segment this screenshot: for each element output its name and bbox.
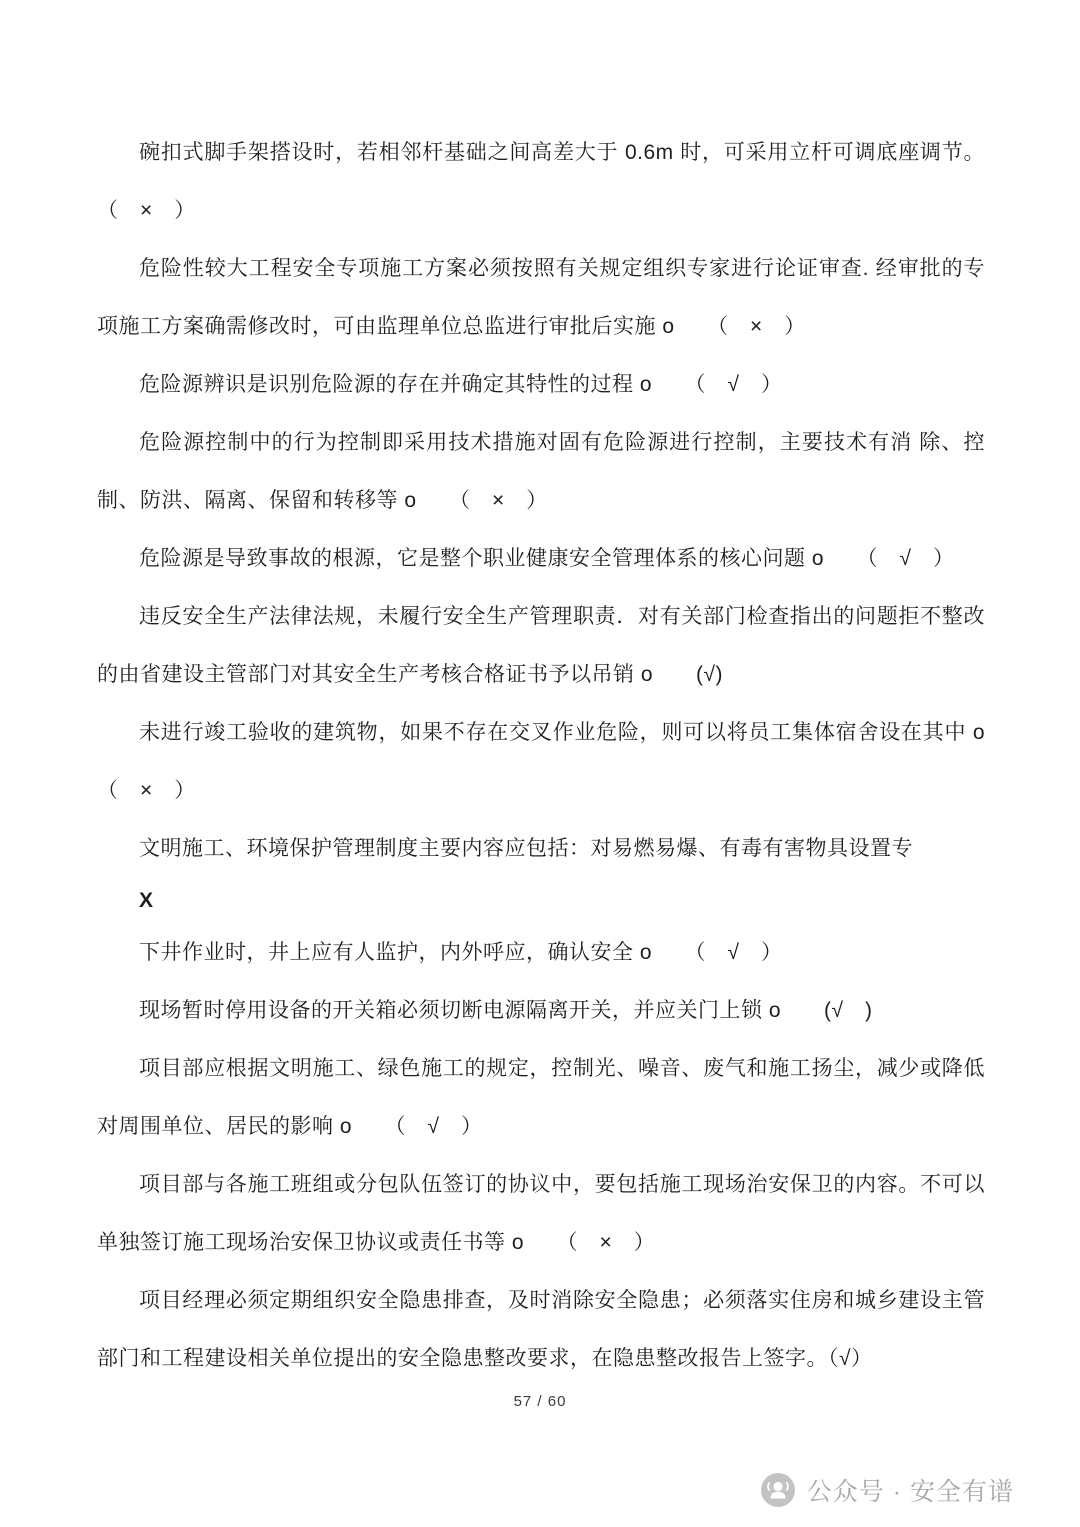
document-content (97, 124, 1007, 1388)
paragraph-13: 项目部与各施工班组或分包队伍签订的协议中，要包括施工现场治安保卫的内容。不可以单独签订施工现场治安保卫协议或责任书等 o （ × ） (97, 1173, 985, 1254)
paragraph-9-answer-x: X (139, 889, 154, 912)
paragraph-14: 项目经理必须定期组织安全隐患排查，及时消除安全隐患；必须落实住房和城乡建设主管部门和工程建设相关单位提出的安全隐患整改要求，在隐患整改报告上签字。（√） (97, 1289, 985, 1370)
paragraph-5: 危险源是导致事故的根源，它是整个职业健康安全管理体系的核心问题 o （ √ ） (139, 547, 955, 570)
paragraph-11: 现场暂时停用设备的开关箱必须切断电源隔离开关，并应关门上锁 o (√ ) (139, 999, 873, 1022)
page-number: 57 / 60 (513, 1393, 567, 1410)
paragraph-8: 文明施工、环境保护管理制度主要内容应包括：对易燃易爆、有毒有害物具设置专 (139, 837, 913, 860)
paragraph-7: 未进行竣工验收的建筑物，如果不存在交叉作业危险，则可以将员工集体宿舍设在其中 o （ × ） (97, 721, 1007, 802)
paragraph-12: 项目部应根据文明施工、绿色施工的规定，控制光、噪音、废气和施工扬尘，减少或降低对周围单位、居民的影响 o （ √ ） (97, 1057, 985, 1138)
paragraph-1: 碗扣式脚手架搭设时，若相邻杆基础之间高差大于 0.6m 时，可采用立杆可调底座调节。（ × ） (97, 141, 985, 222)
wechat-official-account-icon (761, 1473, 795, 1507)
paragraph-2: 危险性较大工程安全专项施工方案必须按照有关规定组织专家进行论证审查. 经审批的专项施工方案确需修改时，可由监理单位总监进行审批后实施 o （ × ） (97, 257, 985, 338)
paragraph-3: 危险源辨识是识别危险源的存在并确定其特性的过程 o （ √ ） (139, 373, 783, 396)
paragraph-4: 危险源控制中的行为控制即采用技术措施对固有危险源进行控制，主要技术有消 除、控制、防洪、隔离、保留和转移等 o （ × ） (97, 431, 985, 512)
watermark-text: 公众号 · 安全有谱 (806, 1478, 1014, 1506)
watermark (761, 1472, 1014, 1508)
paragraph-10: 下井作业时，井上应有人监护，内外呼应，确认安全 o （ √ ） (139, 941, 783, 964)
paragraph-6: 违反安全生产法律法规，未履行安全生产管理职责．对有关部门检查指出的问题拒不整改的由省建设主管部门对其安全生产考核合格证书予以吊销 o (√) (97, 605, 985, 686)
